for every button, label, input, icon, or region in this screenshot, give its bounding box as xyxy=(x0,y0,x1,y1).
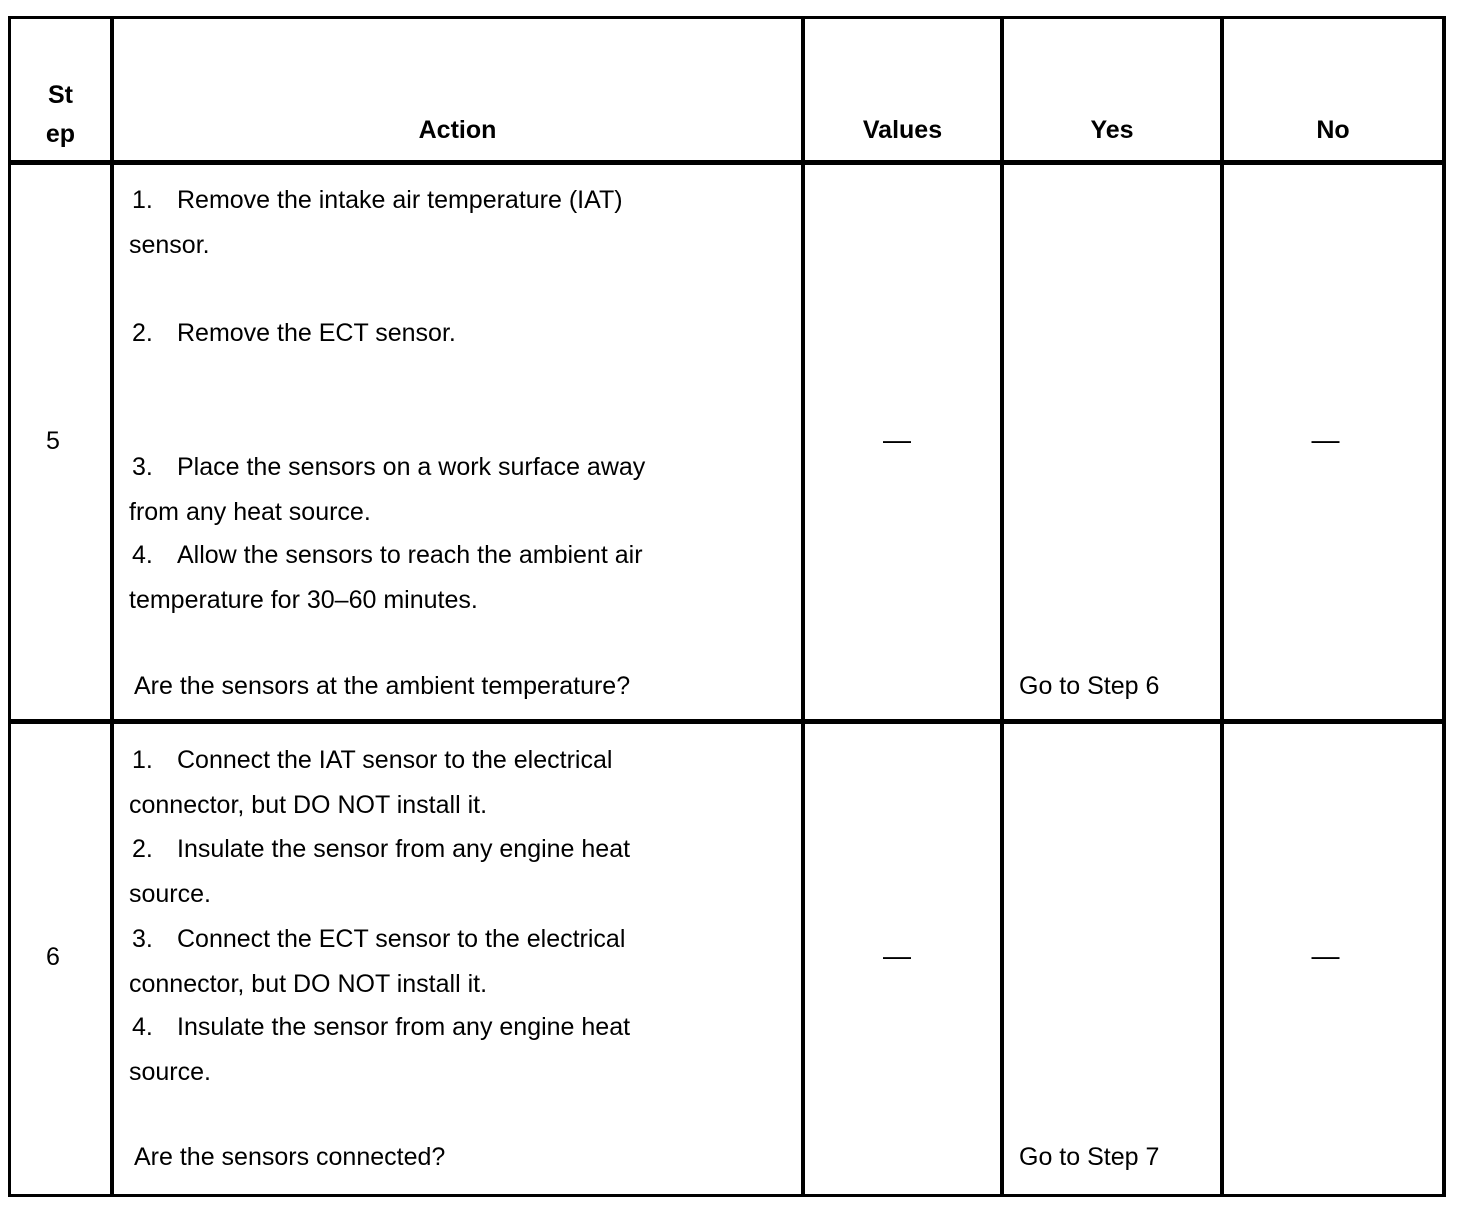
action-item-text: Insulate the sensor from any engine heat xyxy=(177,1013,631,1041)
action-item-number: 2. xyxy=(132,835,153,863)
values-cell: — xyxy=(883,424,911,455)
step-number: 6 xyxy=(46,943,60,971)
action-item xyxy=(129,445,789,534)
header-step-line1: St xyxy=(48,81,73,109)
action-item-continuation: connector, but DO NOT install it. xyxy=(129,969,488,998)
table-right-border xyxy=(1442,16,1446,1197)
action-item xyxy=(129,1005,789,1094)
header-bottom-border xyxy=(8,160,1446,165)
no-cell: — xyxy=(1311,940,1340,971)
col-divider-yes xyxy=(1220,16,1224,1197)
yes-cell: Go to Step 7 xyxy=(1019,1143,1160,1171)
action-item-continuation: source. xyxy=(129,1057,211,1086)
action-item-continuation: from any heat source. xyxy=(129,497,371,526)
action-item-number: 3. xyxy=(132,453,153,481)
action-item-number: 1. xyxy=(132,186,153,214)
action-item-continuation: source. xyxy=(129,879,211,908)
step-number: 5 xyxy=(46,427,60,455)
action-item xyxy=(129,827,789,916)
action-item-number: 4. xyxy=(132,541,153,569)
values-cell: — xyxy=(883,940,911,971)
action-item-number: 2. xyxy=(132,319,153,347)
col-divider-step xyxy=(110,16,114,1197)
table-left-border xyxy=(8,16,11,1197)
action-item-continuation: temperature for 30–60 minutes. xyxy=(129,585,478,614)
action-item xyxy=(129,311,789,356)
action-item xyxy=(129,917,789,1006)
action-item-text: Insulate the sensor from any engine heat xyxy=(177,835,631,863)
action-item xyxy=(129,533,789,622)
col-divider-action xyxy=(801,16,805,1197)
action-item-text: Connect the IAT sensor to the electrical xyxy=(177,746,613,774)
action-question: Are the sensors connected? xyxy=(134,1143,446,1171)
action-item-text: Connect the ECT sensor to the electrical xyxy=(177,925,626,953)
header-no: No xyxy=(1316,116,1350,144)
row-divider xyxy=(8,719,1446,724)
action-item xyxy=(129,738,789,827)
header-yes: Yes xyxy=(1090,116,1134,144)
action-item-number: 4. xyxy=(132,1013,153,1041)
action-item-text: Remove the ECT sensor. xyxy=(177,319,456,347)
header-values: Values xyxy=(862,116,943,144)
header-step-line2: ep xyxy=(45,120,76,148)
action-question: Are the sensors at the ambient temperature? xyxy=(134,672,631,700)
action-item-number: 1. xyxy=(132,746,153,774)
action-item-continuation: connector, but DO NOT install it. xyxy=(129,790,488,819)
action-item-continuation: sensor. xyxy=(129,230,210,259)
table-bottom-border xyxy=(8,1194,1446,1197)
table-top-border xyxy=(8,16,1446,19)
action-item-text: Allow the sensors to reach the ambient air xyxy=(177,541,643,569)
header-action: Action xyxy=(418,116,497,144)
yes-cell: Go to Step 6 xyxy=(1019,672,1160,700)
header-step xyxy=(11,76,110,154)
action-item-number: 3. xyxy=(132,925,153,953)
action-item xyxy=(129,178,789,267)
action-item-text: Remove the intake air temperature (IAT) xyxy=(177,186,623,214)
no-cell: — xyxy=(1311,424,1340,455)
col-divider-values xyxy=(1000,16,1004,1197)
action-item-text: Place the sensors on a work surface away xyxy=(177,453,646,481)
